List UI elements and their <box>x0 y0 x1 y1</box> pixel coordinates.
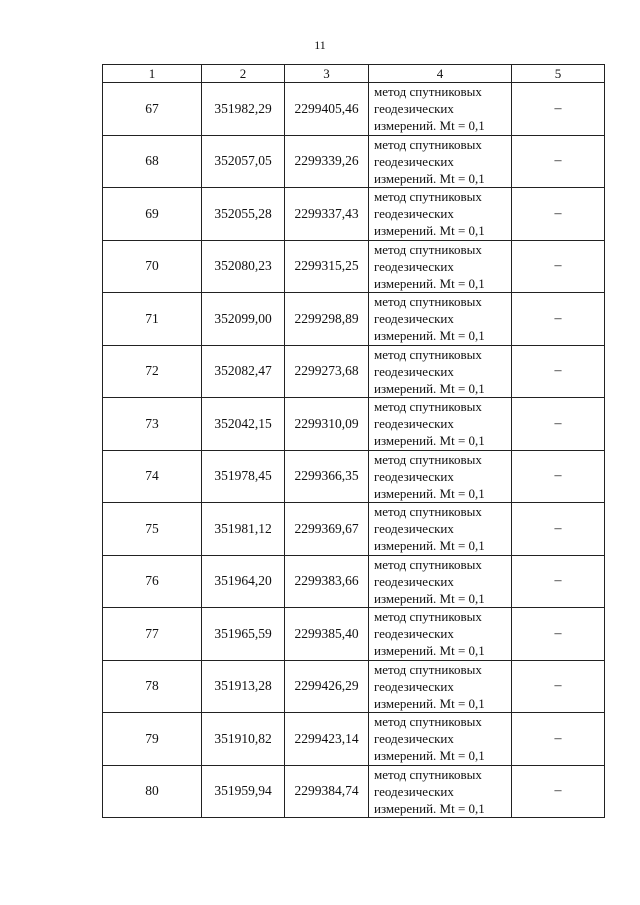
table-row <box>103 188 605 241</box>
method-line-1: метод спутниковых <box>374 346 482 362</box>
table-row <box>103 293 605 346</box>
method-line-3: измерений. Mt = 0,1 <box>374 328 485 344</box>
method-cell <box>369 240 512 293</box>
y-coordinate-cell: 2299426,29 <box>285 660 369 713</box>
y-coordinate-cell: 2299298,89 <box>285 293 369 346</box>
x-coordinate-cell: 352042,15 <box>202 398 285 451</box>
method-line-3: измерений. Mt = 0,1 <box>374 275 485 291</box>
method-cell <box>369 555 512 608</box>
y-coordinate-cell: 2299315,25 <box>285 240 369 293</box>
method-line-3: измерений. Mt = 0,1 <box>374 170 485 186</box>
table-row <box>103 135 605 188</box>
point-number-cell: 80 <box>103 765 202 818</box>
header-col-4: 4 <box>369 65 512 83</box>
method-cell <box>369 503 512 556</box>
y-coordinate-cell: 2299384,74 <box>285 765 369 818</box>
point-number-cell: 68 <box>103 135 202 188</box>
table-row <box>103 83 605 136</box>
method-cell <box>369 188 512 241</box>
y-coordinate-cell: 2299339,26 <box>285 135 369 188</box>
method-cell <box>369 83 512 136</box>
method-line-1: метод спутниковых <box>374 661 482 677</box>
column-5-cell: – <box>512 503 605 556</box>
table-row <box>103 765 605 818</box>
method-line-1: метод спутниковых <box>374 714 482 730</box>
method-line-3: измерений. Mt = 0,1 <box>374 695 485 711</box>
method-cell <box>369 450 512 503</box>
y-coordinate-cell: 2299383,66 <box>285 555 369 608</box>
header-col-2: 2 <box>202 65 285 83</box>
coordinates-table <box>102 64 605 818</box>
header-col-5: 5 <box>512 65 605 83</box>
table-row <box>103 503 605 556</box>
header-col-3: 3 <box>285 65 369 83</box>
point-number-cell: 79 <box>103 713 202 766</box>
method-line-3: измерений. Mt = 0,1 <box>374 590 485 606</box>
x-coordinate-cell: 351965,59 <box>202 608 285 661</box>
column-5-cell: – <box>512 608 605 661</box>
x-coordinate-cell: 352099,00 <box>202 293 285 346</box>
y-coordinate-cell: 2299423,14 <box>285 713 369 766</box>
column-5-cell: – <box>512 555 605 608</box>
column-5-cell: – <box>512 765 605 818</box>
point-number-cell: 69 <box>103 188 202 241</box>
method-line-3: измерений. Mt = 0,1 <box>374 485 485 501</box>
x-coordinate-cell: 352057,05 <box>202 135 285 188</box>
column-5-cell: – <box>512 713 605 766</box>
table-body <box>103 83 605 818</box>
method-line-2: геодезических <box>374 678 454 694</box>
method-line-2: геодезических <box>374 416 454 432</box>
x-coordinate-cell: 351978,45 <box>202 450 285 503</box>
method-line-1: метод спутниковых <box>374 451 482 467</box>
point-number-cell: 75 <box>103 503 202 556</box>
method-line-1: метод спутниковых <box>374 189 482 205</box>
method-line-3: измерений. Mt = 0,1 <box>374 118 485 134</box>
point-number-cell: 78 <box>103 660 202 713</box>
point-number-cell: 73 <box>103 398 202 451</box>
method-line-3: измерений. Mt = 0,1 <box>374 380 485 396</box>
column-5-cell: – <box>512 83 605 136</box>
point-number-cell: 76 <box>103 555 202 608</box>
point-number-cell: 72 <box>103 345 202 398</box>
method-cell <box>369 293 512 346</box>
method-cell <box>369 660 512 713</box>
column-5-cell: – <box>512 293 605 346</box>
method-cell <box>369 135 512 188</box>
x-coordinate-cell: 351964,20 <box>202 555 285 608</box>
method-line-2: геодезических <box>374 206 454 222</box>
method-line-1: метод спутниковых <box>374 556 482 572</box>
table-row <box>103 240 605 293</box>
method-line-1: метод спутниковых <box>374 504 482 520</box>
y-coordinate-cell: 2299310,09 <box>285 398 369 451</box>
method-cell <box>369 608 512 661</box>
method-line-2: геодезических <box>374 783 454 799</box>
y-coordinate-cell: 2299405,46 <box>285 83 369 136</box>
x-coordinate-cell: 352082,47 <box>202 345 285 398</box>
method-line-2: геодезических <box>374 521 454 537</box>
method-line-3: измерений. Mt = 0,1 <box>374 538 485 554</box>
method-line-3: измерений. Mt = 0,1 <box>374 433 485 449</box>
method-line-2: геодезических <box>374 626 454 642</box>
y-coordinate-cell: 2299337,43 <box>285 188 369 241</box>
x-coordinate-cell: 351981,12 <box>202 503 285 556</box>
point-number-cell: 77 <box>103 608 202 661</box>
table-row <box>103 345 605 398</box>
table-row <box>103 398 605 451</box>
table-row <box>103 713 605 766</box>
method-line-3: измерений. Mt = 0,1 <box>374 643 485 659</box>
page-number: 11 <box>314 38 326 52</box>
method-line-2: геодезических <box>374 573 454 589</box>
y-coordinate-cell: 2299385,40 <box>285 608 369 661</box>
table-row <box>103 450 605 503</box>
method-line-1: метод спутниковых <box>374 609 482 625</box>
method-line-1: метод спутниковых <box>374 136 482 152</box>
x-coordinate-cell: 351959,94 <box>202 765 285 818</box>
method-cell <box>369 345 512 398</box>
method-cell <box>369 398 512 451</box>
point-number-cell: 67 <box>103 83 202 136</box>
point-number-cell: 71 <box>103 293 202 346</box>
method-line-2: геодезических <box>374 363 454 379</box>
column-5-cell: – <box>512 398 605 451</box>
column-5-cell: – <box>512 188 605 241</box>
method-line-1: метод спутниковых <box>374 241 482 257</box>
y-coordinate-cell: 2299366,35 <box>285 450 369 503</box>
y-coordinate-cell: 2299369,67 <box>285 503 369 556</box>
column-5-cell: – <box>512 660 605 713</box>
method-line-1: метод спутниковых <box>374 84 482 100</box>
column-5-cell: – <box>512 450 605 503</box>
method-line-2: геодезических <box>374 258 454 274</box>
method-line-2: геодезических <box>374 731 454 747</box>
method-line-2: геодезических <box>374 311 454 327</box>
table-row <box>103 660 605 713</box>
table-header-row <box>103 65 605 83</box>
method-line-1: метод спутниковых <box>374 766 482 782</box>
method-line-2: геодезических <box>374 101 454 117</box>
point-number-cell: 74 <box>103 450 202 503</box>
column-5-cell: – <box>512 135 605 188</box>
method-cell <box>369 713 512 766</box>
header-col-1: 1 <box>103 65 202 83</box>
method-line-3: измерений. Mt = 0,1 <box>374 800 485 816</box>
x-coordinate-cell: 352055,28 <box>202 188 285 241</box>
table-row <box>103 608 605 661</box>
x-coordinate-cell: 351913,28 <box>202 660 285 713</box>
y-coordinate-cell: 2299273,68 <box>285 345 369 398</box>
x-coordinate-cell: 351910,82 <box>202 713 285 766</box>
method-line-1: метод спутниковых <box>374 294 482 310</box>
method-line-3: измерений. Mt = 0,1 <box>374 223 485 239</box>
column-5-cell: – <box>512 240 605 293</box>
column-5-cell: – <box>512 345 605 398</box>
method-line-2: геодезических <box>374 153 454 169</box>
method-line-3: измерений. Mt = 0,1 <box>374 748 485 764</box>
point-number-cell: 70 <box>103 240 202 293</box>
x-coordinate-cell: 351982,29 <box>202 83 285 136</box>
method-line-1: метод спутниковых <box>374 399 482 415</box>
method-cell <box>369 765 512 818</box>
table-row <box>103 555 605 608</box>
x-coordinate-cell: 352080,23 <box>202 240 285 293</box>
method-line-2: геодезических <box>374 468 454 484</box>
